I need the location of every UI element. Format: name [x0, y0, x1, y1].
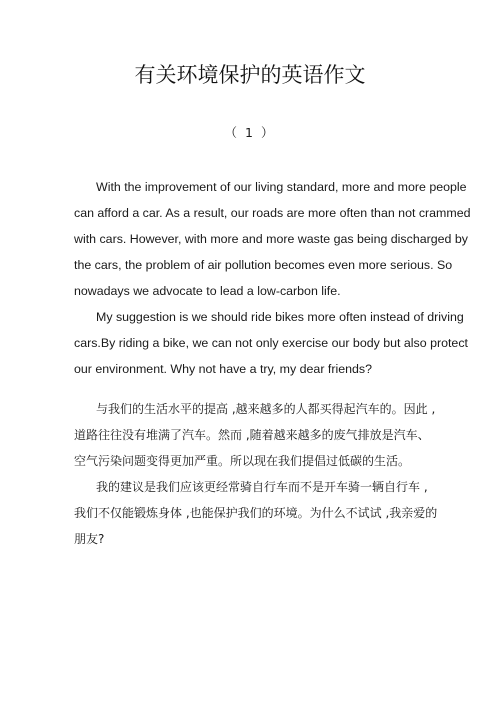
chinese-line: 道路往往没有堆满了汽车。然而 ,随着越来越多的废气排放是汽车、 [74, 428, 430, 442]
english-line: with cars. However, with more and more waste gas being discharged by [74, 232, 468, 246]
english-line: nowadays we advocate to lead a low-carbon life. [74, 284, 341, 298]
chinese-line: 空气污染问题变得更加严重。所以现在我们提倡过低碳的生活。 [74, 454, 411, 468]
chinese-translation [74, 396, 438, 552]
chinese-line: 与我们的生活水平的提高 ,越来越多的人都买得起汽车的。因此 , [96, 402, 436, 416]
english-essay [74, 174, 471, 382]
chinese-line: 我的建议是我们应该更经常骑自行车而不是开车骑一辆自行车 , [96, 480, 428, 494]
english-line: cars.By riding a bike, we can not only exercise our body but also protect [74, 336, 468, 350]
english-line: the cars, the problem of air pollution becomes even more serious. So [74, 258, 453, 272]
english-line: our environment. Why not have a try, my dear friends? [74, 362, 372, 376]
chinese-line: 我们不仅能锻炼身体 ,也能保护我们的环境。为什么不试试 ,我亲爱的 [74, 506, 438, 520]
chinese-line: 朋友? [74, 532, 105, 546]
english-line: With the improvement of our living standard, more and more people [96, 180, 467, 194]
english-line: can afford a car. As a result, our roads are more often than not crammed [74, 206, 471, 220]
english-line: My suggestion is we should ride bikes more often instead of driving [96, 310, 464, 324]
document-title: 有关环境保护的英语作文 [134, 63, 366, 87]
section-number: （ 1 ） [224, 125, 276, 140]
